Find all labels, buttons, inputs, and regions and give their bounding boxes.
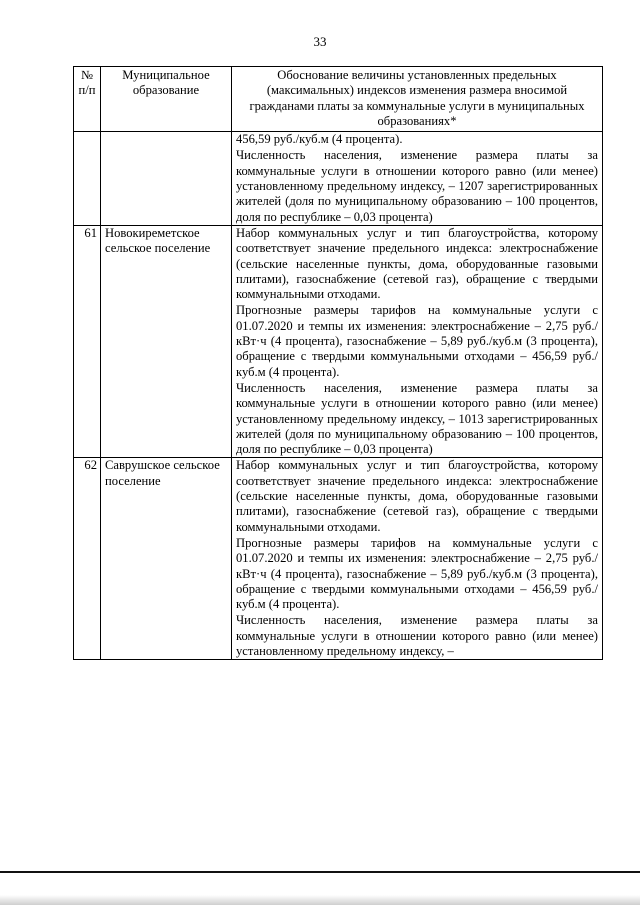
- row-municipality: Саврушское сельское поселение: [101, 458, 232, 660]
- header-number: № п/п: [74, 67, 101, 132]
- scan-bottom-rule: [0, 871, 640, 873]
- header-municipality: Муниципальное образование: [101, 67, 232, 132]
- basis-paragraph: Прогнозные размеры тарифов на коммунальные услуги с 01.07.2020 и темпы их изменения: электроснабжение – 2,75 руб./кВт·ч (4 процента), газоснабжение – 5,89 руб./куб.м (3 процента), обращение с твердыми коммунальными отходами – 456,59 руб./куб.м (4 процента).: [236, 303, 598, 379]
- table-row: [74, 225, 603, 457]
- table-header-row: [74, 67, 603, 132]
- basis-paragraph: Прогнозные размеры тарифов на коммунальные услуги с 01.07.2020 и темпы их изменения: электроснабжение – 2,75 руб./кВт·ч (4 процента), газоснабжение – 5,89 руб./куб.м (3 процента), обращение с твердыми коммунальными отходами – 456,59 руб./куб.м (4 процента).: [236, 535, 598, 612]
- row-basis: [232, 225, 603, 457]
- row-number: 62: [74, 458, 101, 660]
- basis-paragraph: 456,59 руб./куб.м (4 процента).: [236, 132, 403, 147]
- table-row-continuation: [74, 132, 603, 226]
- tariff-index-table: [73, 66, 603, 660]
- table-row: [74, 458, 603, 660]
- basis-paragraph: Набор коммунальных услуг и тип благоустройства, которому соответствует значение предельного индекса: электроснабжение (сельские населенные пункты, дома, оборудованные газовыми плитами), газоснабжение (сетевой газ), обращение с твердыми коммунальными отходами.: [236, 225, 598, 302]
- header-basis: Обоснование величины установленных предельных (максимальных) индексов изменения размера вносимой гражданами платы за коммунальные услуги в муниципальных образованиях*: [232, 67, 603, 132]
- row-basis: [232, 458, 603, 660]
- scan-bottom-edge: [0, 895, 640, 905]
- basis-paragraph: Набор коммунальных услуг и тип благоустройства, которому соответствует значение предельного индекса: электроснабжение (сельские населенные пункты, дома, оборудованные газовыми плитами), газоснабжение (сетевой газ), обращение с твердыми коммунальными отходами.: [236, 458, 598, 534]
- page-number: 33: [313, 34, 327, 49]
- row-number: 61: [74, 225, 101, 457]
- row-municipality: Новокиреметское сельское поселение: [101, 225, 232, 457]
- row-number: [74, 132, 101, 226]
- basis-paragraph: Численность населения, изменение размера платы за коммунальные услуги в отношении которого равно (или менее) установленному предельному индексу, – 1207 зарегистрированных жителей (доля по муниципальному образованию – 100 процентов, доля по республике – 0,03 процента): [236, 148, 598, 224]
- basis-paragraph: Численность населения, изменение размера платы за коммунальные услуги в отношении которого равно (или менее) установленному предельному индексу, – 1013 зарегистрированных жителей (доля по муниципальному образованию – 100 процентов, доля по республике – 0,03 процента): [236, 380, 598, 457]
- basis-paragraph: Численность населения, изменение размера платы за коммунальные услуги в отношении которого равно (или менее) установленному предельному индексу, –: [236, 613, 598, 658]
- row-municipality: [101, 132, 232, 226]
- row-basis: [232, 132, 603, 226]
